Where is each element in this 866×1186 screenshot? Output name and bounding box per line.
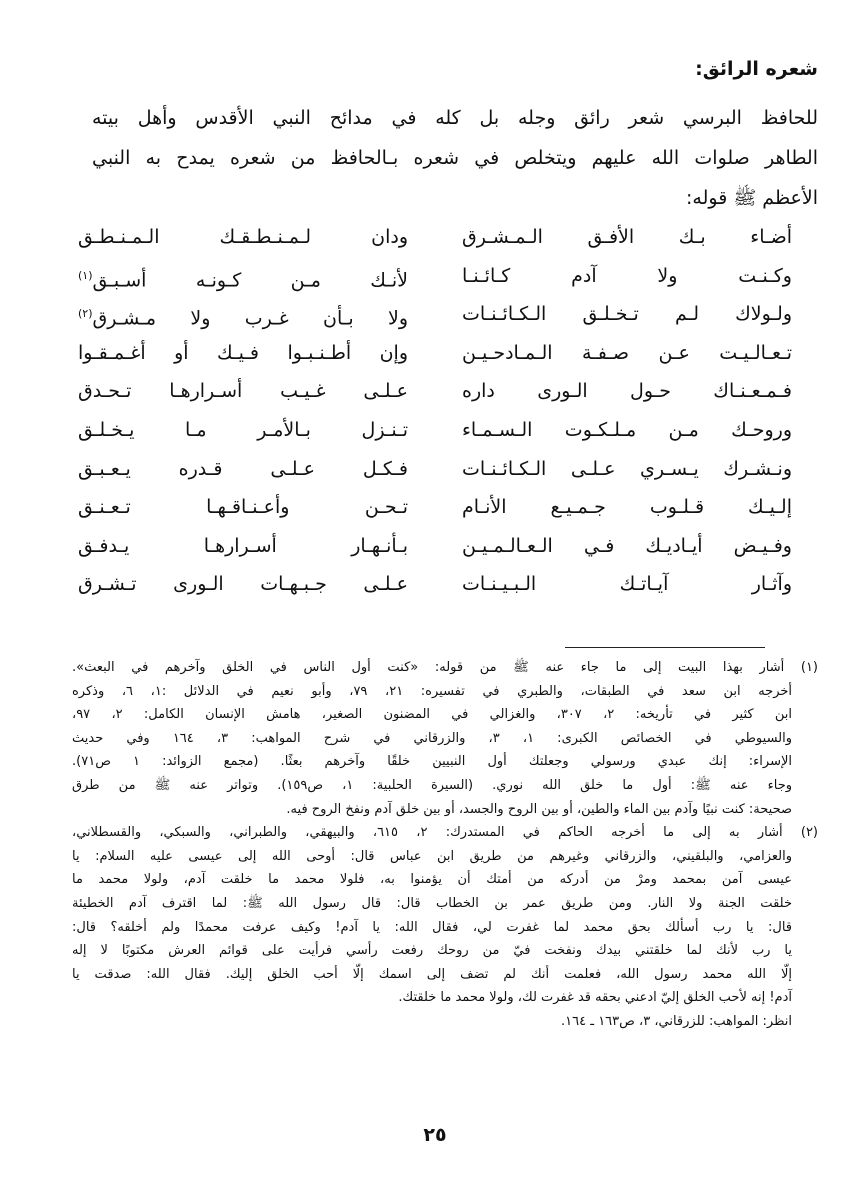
verse: [78, 450, 792, 489]
verse-first-hemistich: فـمـعـنـاك حـول الـورى داره: [462, 380, 792, 403]
footnote-line: إلّا الله محمد رسول الله، فعلمت أنك لم تضف إلى اسمك إلّا أحب الخلق إليك. فقال الله: صدقت يا: [72, 966, 792, 982]
verse-second-text: فـكـل عـلـى قـدره يـعـبـق: [78, 457, 408, 480]
verse-second-hemistich: [78, 450, 408, 489]
verse-first-hemistich: وكـنـت ولا آدم كـائـنـا: [462, 264, 792, 287]
verse-second-text: ودان لـمـنـطـقـك الـمـنـطـق: [78, 226, 408, 248]
verse-second-text: عـلـى غـيـب أسـرارهـا تـحـدق: [78, 380, 408, 403]
footnotes: [72, 656, 818, 1034]
verse-first-hemistich: تـعـالـيـت عـن صـفـة الـمـادحـيـن: [462, 341, 792, 364]
verse-second-hemistich: [78, 488, 408, 527]
verse-first-hemistich: وآثـار آيـاتـك الـبـيـنـات: [462, 573, 792, 596]
verse: [78, 295, 792, 334]
verse-second-hemistich: [78, 218, 408, 257]
footnote-line: (٢) أشار به إلى ما أخرجه الحاكم في المستدرك: ٢، ٦١٥، والبيهقي، والطبراني، والسبكي، والقسطلاني،: [72, 825, 818, 841]
verse-first-hemistich: إلـيـك قـلـوب جـمـيـع الأنـام: [462, 496, 792, 519]
section-heading: شعره الرائق:: [695, 58, 818, 80]
footnote-line: وجاء عنه ﷺ: أول ما خلق الله نوري. (السيرة الحلبية: ١، ص١٥٩). وتواتر عنه ﷺ من طرق: [72, 777, 793, 793]
verse: [78, 372, 792, 411]
verse-second-text: تـحـن وأعـنـاقـهـا تـعـنـق: [78, 496, 408, 519]
footnote-line: انظر: المواهب: للزرقاني، ٣، ص١٦٣ ـ ١٦٤.: [561, 1013, 792, 1029]
footnote-marker[interactable]: (١): [78, 268, 93, 282]
footnote-line: يا رب لأنك لما خلقتني بيدك ونفخت فيّ من روحك رفعت رأسي فرأيت على قوائم العرش مكتوبًا لا إله: [72, 943, 792, 959]
verse-second-text: بـأنـهـار أسـرارهـا يـدفـق: [78, 534, 408, 557]
verse: [78, 488, 792, 527]
verse: [78, 411, 792, 450]
footnote-line: عيسى آمن بمحمد ومرْ من أدركه من أمتك أن يؤمنوا به، فلولا محمد ما خلقت آدم، ولولا محمد ما: [72, 872, 792, 888]
verse-second-hemistich: [78, 565, 408, 604]
verse-second-hemistich: [78, 257, 408, 296]
verse-first-hemistich: أضـاء بـك الأفـق الـمـشـرق: [462, 226, 792, 248]
footnote-line: ابن كثير في تأريخه: ٢، ٣٠٧، والغزالي في المضنون الصغير، هامش الإنسان الكامل: ٢، ٩٧،: [72, 707, 793, 723]
verse: [78, 527, 792, 566]
verse: [78, 218, 792, 257]
verse-first-hemistich: ونـشـرك يـسـري عـلـى الـكـائـنـات: [462, 457, 792, 480]
verse-second-text: تـنـزل بـالأمـر مـا يـخـلـق: [78, 418, 408, 441]
verse-second-hemistich: [78, 372, 408, 411]
verse-second-hemistich: [78, 411, 408, 450]
footnote-line: خلقت الجنة ولا النار. ومن طريق عمر بن الخطاب قال: قال رسول الله ﷺ: لما اقترف آدم الخطيئة: [72, 895, 792, 911]
footnote-separator: [565, 647, 765, 648]
verse-first-hemistich: ولـولاك لـم تـخـلـق الـكـائـنـات: [462, 303, 792, 326]
verse-second-text: لأنـك مـن كـونـه أسـبـق: [92, 268, 408, 291]
verse: [78, 257, 792, 296]
paragraph-line: الطاهر صلوات الله عليهم ويتخلص في شعره بـالحافظ من شعره يمدح به النبي: [92, 147, 818, 169]
verse-second-text: عـلـى جـبـهـات الـورى تـشـرق: [78, 573, 408, 596]
footnote-line: قال: يا رب أسألك بحق محمد لما غفرت لي، فقال الله: يا آدم! وكيف عرفت محمدًا ولم أخلقه؟ قال:: [72, 919, 792, 935]
verse: [78, 565, 792, 604]
verse-second-text: وإن أطـنـبـوا فـيـك أو أغـمـقـوا: [78, 341, 408, 364]
verse-second-hemistich: [78, 295, 408, 334]
page-number: ٢٥: [423, 1124, 447, 1146]
paragraph-line: الأعظم ﷺ قوله:: [686, 187, 818, 209]
footnote-line: آدم! إنه لأحب الخلق إليّ ادعني بحقه قد غفرت لك، ولولا محمد ما خلقتك.: [398, 990, 792, 1006]
footnote-marker[interactable]: (٢): [78, 307, 93, 321]
intro-paragraph: [92, 98, 818, 218]
poem: [78, 218, 792, 604]
footnote-line: الإسراء: إنك عبدي ورسولي وجعلتك أول النبيين خلقًا وآخرهم بعثًا. (مجمع الزوائد: ١ ص٧١).: [72, 754, 792, 770]
footnote-line: والعزامي، والبلقيني، والزرقاني وغيرهم من طريق ابن عباس قال: أوحى الله إلى عيسى عليه السلام: يا: [72, 848, 792, 864]
verse-second-hemistich: [78, 527, 408, 566]
verse-first-hemistich: وروحـك مـن مـلـكـوت الـسـمـاء: [462, 418, 792, 441]
verse-second-hemistich: [78, 334, 408, 373]
verse-first-hemistich: وفـيـض أيـاديـك فـي الـعـالـمـيـن: [462, 534, 792, 557]
footnote-line: أخرجه ابن سعد في الطبقات، والطبري في تفسيره: ٢١، ٧٩، وأبو نعيم في الدلائل :١، ٦، وذكره: [72, 683, 793, 699]
footnote-line: (١) أشار بهذا البيت إلى ما جاء عنه ﷺ من قوله: «كنت أول الناس في الخلق وآخرهم في البعث».: [72, 660, 818, 675]
verse-second-text: ولا بـأن غـرب ولا مـشـرق: [92, 307, 408, 330]
paragraph-line: للحافظ البرسي شعر رائق وجله بل كله في مدائح النبي الأقدس وأهل بيته: [92, 107, 818, 129]
footnote-line: صحيحة: كنت نبيًا وآدم بين الماء والطين، أو بين الروح والجسد، أو بين خلق آدم ونفخ الروح فيه.: [286, 801, 792, 817]
footnote-line: والسيوطي في الخصائص الكبرى: ١، ٣، والزرقاني في شرح المواهب: ٣، ١٦٤ وفي حديث: [72, 730, 793, 746]
verse: [78, 334, 792, 373]
